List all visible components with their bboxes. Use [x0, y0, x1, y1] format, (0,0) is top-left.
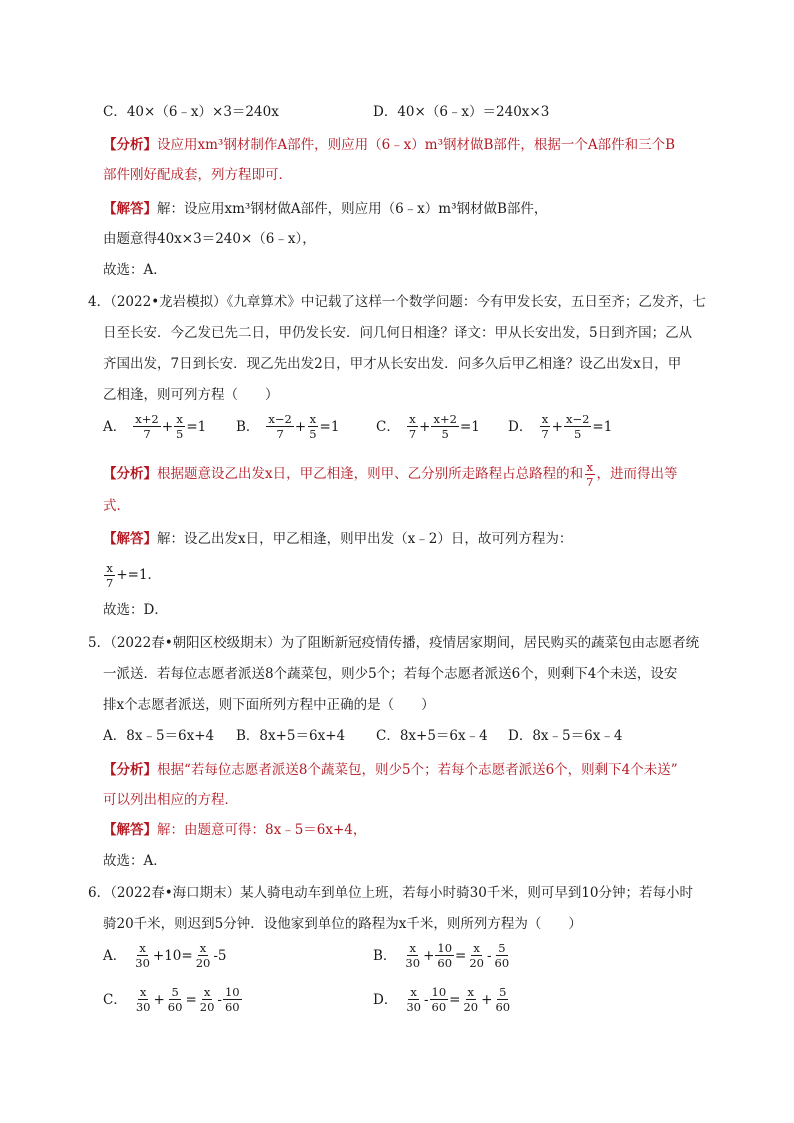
q4-answer-line1 — [103, 529, 572, 549]
q3-answer-line1 — [103, 199, 547, 219]
frac-num: 5 — [499, 985, 507, 999]
answer-tag: 【解答】 — [103, 531, 157, 547]
frac-den: 60 — [437, 956, 453, 970]
equals-one: =1 — [319, 418, 340, 435]
frac-num: x — [139, 985, 147, 999]
q4-answer-fraction — [104, 561, 115, 590]
q4-option-d: D． $\frac{x}{7}$ + $\frac{x-2}{5}$ =1 — [508, 412, 613, 441]
q5-stem-line3: 排x个志愿者派送，则下面所列方程中正确的是（ ） — [103, 697, 435, 713]
q3-option-d: D．40×（6﹣x）＝240x×3 — [373, 104, 550, 120]
frac-num: x — [199, 941, 207, 955]
q5-stem-line2: 一派送．若每位志愿者派送8个蔬菜包，则少5个；若每个志愿者派送6个，则剩下4个未送，设安 — [103, 666, 678, 682]
frac-num: x−2 — [268, 412, 292, 426]
option-label: D． — [508, 418, 533, 435]
q4-stem-line1: 4．（2022•龙岩模拟）《九章算术》中记载了这样一个数学问题：今有甲发长安，五日至齐；乙发齐，七 — [88, 294, 706, 310]
frac-den: 60 — [167, 1000, 183, 1014]
frac-num: x — [473, 941, 480, 955]
q4-option-b: B． $\frac{x-2}{7}$ + $\frac{x}{5}$ =1 — [236, 412, 340, 441]
q6-option-b: B． $\frac{x}{30}$ + $\frac{10}{60}$ = $\frac{x}{20}$ - $\frac{5}{60}$ — [373, 941, 510, 970]
q4-analysis-line1 — [103, 456, 677, 492]
frac-num: x+2 — [135, 412, 159, 426]
frac-den: 7 — [586, 474, 594, 489]
option-label: A． — [103, 418, 127, 435]
option-label: B． — [373, 947, 397, 964]
frac-den: 60 — [495, 1000, 511, 1014]
q5-option-a: A．8x﹣5＝6x+4 — [103, 728, 215, 744]
frac-den: 7 — [541, 427, 549, 441]
q5-analysis-line1 — [103, 760, 678, 780]
q5-answer-line1 — [103, 820, 366, 840]
frac-den: 60 — [494, 956, 510, 970]
q3-analysis-text: 设应用xm³钢材制作A部件，则应用（6﹣x）m³钢材做B部件，根据一个A部件和三个B — [157, 137, 676, 153]
frac-num: 10 — [431, 985, 447, 999]
frac-num: 10 — [437, 941, 453, 955]
frac-num: x — [106, 560, 113, 575]
frac-num: x — [541, 412, 549, 426]
frac-den: 30 — [135, 1000, 151, 1014]
analysis-tag: 【分析】 — [103, 762, 157, 778]
option-label: C． — [103, 991, 127, 1008]
frac-den: 7 — [143, 427, 151, 441]
frac-num: 10 — [224, 985, 240, 999]
q6-option-a — [103, 941, 227, 977]
q5-option-d: D．8x﹣5＝6x﹣4 — [508, 728, 623, 744]
equation-end: -5 — [213, 947, 227, 964]
frac-den: 7 — [408, 427, 417, 441]
frac-den: 20 — [463, 1000, 479, 1014]
q6-stem-line1: 6．（2022春•海口期末）某人骑电动车到单位上班，若每小时骑30千米，则可早到10分钟；若每小时 — [88, 885, 694, 901]
q6-option-c: C． $\frac{x}{30}$ + $\frac{5}{60}$ = $\frac{x}{20}$ - $\frac{10}{60}$ — [103, 985, 240, 1014]
option-label: A． — [103, 947, 127, 964]
q4-stem-line2: 日至长安．今乙发已先二日，甲仍发长安．问几何日相逢？译文：甲从长安出发，5日到齐国；乙从 — [103, 325, 693, 341]
frac-num: x — [409, 412, 416, 426]
frac-num: x — [203, 985, 211, 999]
frac-num: x — [410, 985, 417, 999]
q4-option-a: A． $\frac{x+2}{7}$ + $\frac{x}{5}$ =1 — [103, 412, 207, 441]
q4-answer-text: 解：设乙出发x日，甲乙相逢，则甲出发（x﹣2）日，故可列方程为： — [157, 531, 573, 547]
q6-stem-line2: 骑20千米，则迟到5分钟．设他家到单位的路程为x千米，则所列方程为（ ） — [103, 916, 582, 932]
q3-choice: 故选：A． — [103, 262, 167, 278]
q5-option-c: C．8x+5＝6x﹣4 — [376, 728, 488, 744]
q4-analysis-line2: 式． — [103, 498, 130, 514]
q4-answer-equation-end: +=1． — [116, 567, 162, 583]
equals-one: =1 — [592, 418, 613, 435]
frac-num: x — [467, 985, 475, 999]
answer-tag: 【解答】 — [103, 201, 157, 217]
frac-num: x — [309, 412, 317, 426]
q4-choice: 故选：D． — [103, 602, 168, 618]
frac-den: 7 — [106, 575, 114, 590]
frac-den: 5 — [441, 427, 449, 441]
q3-answer-line2: 由题意得40x×3＝240×（6﹣x）， — [103, 231, 316, 247]
option-label: C． — [376, 418, 400, 435]
option-label: D． — [373, 991, 398, 1008]
q5-answer-text: 解：由题意可得：8x﹣5＝6x+4， — [157, 822, 367, 838]
frac-den: 60 — [224, 1000, 240, 1014]
frac-num: x+2 — [433, 412, 457, 426]
analysis-tag: 【分析】 — [103, 466, 157, 482]
frac-num: 5 — [498, 941, 506, 955]
q4-answer-line2 — [103, 558, 161, 592]
q3-answer-text: 解：设应用xm³钢材做A部件，则应用（6﹣x）m³钢材做B部件， — [157, 201, 548, 217]
frac-den: 5 — [574, 427, 582, 441]
frac-num: x — [409, 941, 416, 955]
frac-den: 20 — [195, 956, 211, 970]
q4-stem-line3: 齐国出发，7日到长安．现乙先出发2日，甲才从长安出发．问多久后甲乙相逢？设乙出发x日，甲 — [103, 356, 682, 372]
q5-analysis-text: 根据“若每位志愿者派送8个蔬菜包，则少5个；若每个志愿者派送6个，则剩下4个未送” — [157, 762, 678, 778]
q4-analysis-fraction — [584, 460, 595, 489]
q5-choice: 故选：A． — [103, 853, 167, 869]
frac-den: 5 — [309, 427, 317, 441]
q4-analysis-text: 根据题意设乙出发x日，甲乙相逢，则甲、乙分别所走路程占总路程的和 — [157, 466, 584, 482]
analysis-tag: 【分析】 — [103, 137, 157, 153]
frac-den: 20 — [199, 1000, 215, 1014]
q5-stem-line1: 5．（2022春•朝阳区校级期末）为了阻断新冠疫情传播，疫情居家期间，居民购买的蔬菜包由志愿者统 — [88, 635, 700, 651]
frac-den: 7 — [276, 427, 284, 441]
equals-one: =1 — [459, 418, 480, 435]
frac-den: 30 — [135, 956, 150, 970]
frac-num: x — [586, 459, 594, 474]
equation-middle: +10= — [152, 947, 193, 964]
frac-den: 60 — [431, 1000, 447, 1014]
answer-tag: 【解答】 — [103, 822, 157, 838]
frac-den: 20 — [469, 956, 484, 970]
q3-option-c: C．40×（6﹣x）×3＝240x — [103, 104, 279, 120]
frac-num: x — [176, 412, 183, 426]
frac-num: x — [139, 941, 146, 955]
q4-option-c: C． $\frac{x}{7}$ + $\frac{x+2}{5}$ =1 — [376, 412, 480, 441]
q4-analysis-text-end: ，进而得出等 — [596, 466, 678, 482]
frac-den: 30 — [406, 1000, 421, 1014]
q3-analysis-line1 — [103, 135, 675, 155]
frac-num: 5 — [171, 985, 179, 999]
frac-den: 5 — [176, 427, 184, 441]
frac-num: x−2 — [565, 412, 590, 426]
q5-option-b: B．8x+5＝6x+4 — [236, 728, 346, 744]
q6-option-d: D． $\frac{x}{30}$ - $\frac{10}{60}$ = $\frac{x}{20}$ + $\frac{5}{60}$ — [373, 985, 511, 1014]
frac-den: 30 — [405, 956, 421, 970]
q5-analysis-line2: 可以列出相应的方程． — [103, 792, 238, 808]
option-label: B． — [236, 418, 260, 435]
equals-one: =1 — [186, 418, 207, 435]
q3-analysis-line2: 部件刚好配成套，列方程即可． — [103, 167, 292, 183]
q4-stem-line4: 乙相逢，则可列方程（ ） — [103, 387, 279, 403]
